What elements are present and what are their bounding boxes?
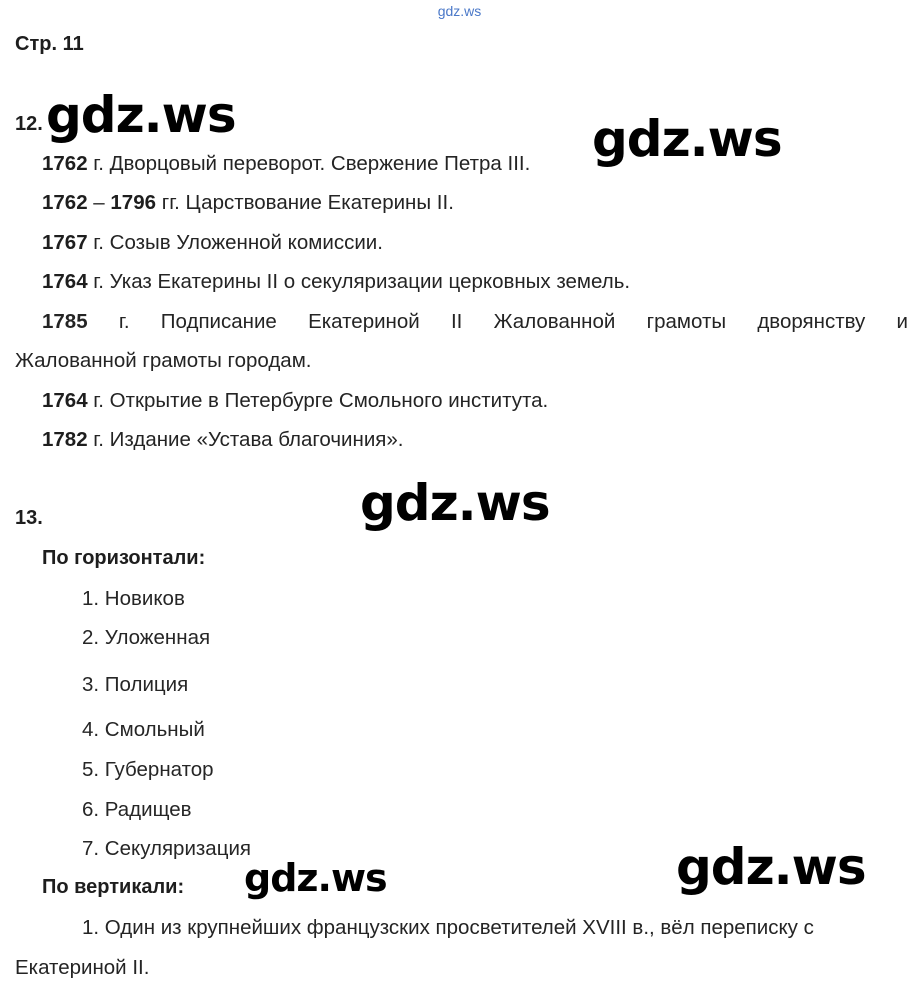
horizontal-item-2: 2. Уложенная — [82, 626, 211, 649]
entry-year: 1785 — [42, 310, 88, 333]
entry-text: г. Открытие в Петербурге Смольного института. — [87, 389, 549, 412]
task-12-entry-5-continuation: Жалованной грамоты городам. — [15, 349, 312, 372]
task-12-entry-7 — [42, 428, 403, 452]
horizontal-item-1: 1. Новиков — [82, 587, 185, 610]
task-13-number: 13. — [15, 507, 43, 529]
watermark-logo-1: gdz.ws — [46, 86, 236, 144]
entry-text: г. Указ Екатерины II о секуляризации церковных земель. — [87, 270, 631, 293]
task-12-entry-6 — [42, 389, 548, 413]
task-12-entry-2 — [42, 191, 454, 215]
entry-text: г. Издание «Устава благочиния». — [87, 428, 404, 451]
watermark-logo-5: gdz.ws — [676, 838, 866, 896]
horizontal-item-5: 5. Губернатор — [82, 758, 214, 781]
watermark-logo-3: gdz.ws — [360, 474, 550, 532]
vertical-item-1-line-1: 1. Один из крупнейших французских просветителей XVIII в., вёл переписку с — [82, 916, 814, 939]
entry-text: гг. Царствование Екатерины II. — [156, 191, 454, 214]
top-watermark-link[interactable]: gdz.ws — [437, 3, 482, 19]
entry-text: г. Дворцовый переворот. Свержение Петра III. — [87, 152, 531, 175]
entry-year: 1764 — [42, 270, 88, 293]
page-title: Стр. 11 — [15, 33, 84, 55]
entry-year: 1764 — [42, 389, 88, 412]
horizontal-item-3: 3. Полиция — [82, 673, 189, 696]
task-12-number: 12. — [15, 113, 43, 135]
vertical-heading: По вертикали: — [42, 876, 185, 898]
entry-year-end: 1796 — [110, 191, 157, 214]
horizontal-item-7: 7. Секуляризация — [82, 837, 252, 860]
horizontal-item-4: 4. Смольный — [82, 718, 205, 741]
horizontal-item-6: 6. Радищев — [82, 798, 192, 821]
vertical-item-1-line-2: Екатериной II. — [15, 956, 150, 979]
entry-text: г. Созыв Уложенной комиссии. — [87, 231, 383, 254]
entry-dash: – — [87, 191, 111, 214]
entry-year: 1762 — [42, 152, 88, 175]
entry-text: г. Подписание Екатериной II Жалованной грамоты дворянству и — [87, 310, 908, 333]
horizontal-heading: По горизонтали: — [42, 547, 206, 569]
entry-year: 1782 — [42, 428, 88, 451]
entry-year: 1762 — [42, 191, 88, 214]
task-12-entry-5 — [42, 310, 908, 334]
task-12-entry-4 — [42, 270, 630, 294]
task-12-entry-3 — [42, 231, 383, 255]
entry-year: 1767 — [42, 231, 88, 254]
watermark-logo-4: gdz.ws — [244, 856, 387, 900]
task-12-entry-1 — [42, 152, 530, 176]
watermark-logo-2: gdz.ws — [592, 110, 782, 168]
